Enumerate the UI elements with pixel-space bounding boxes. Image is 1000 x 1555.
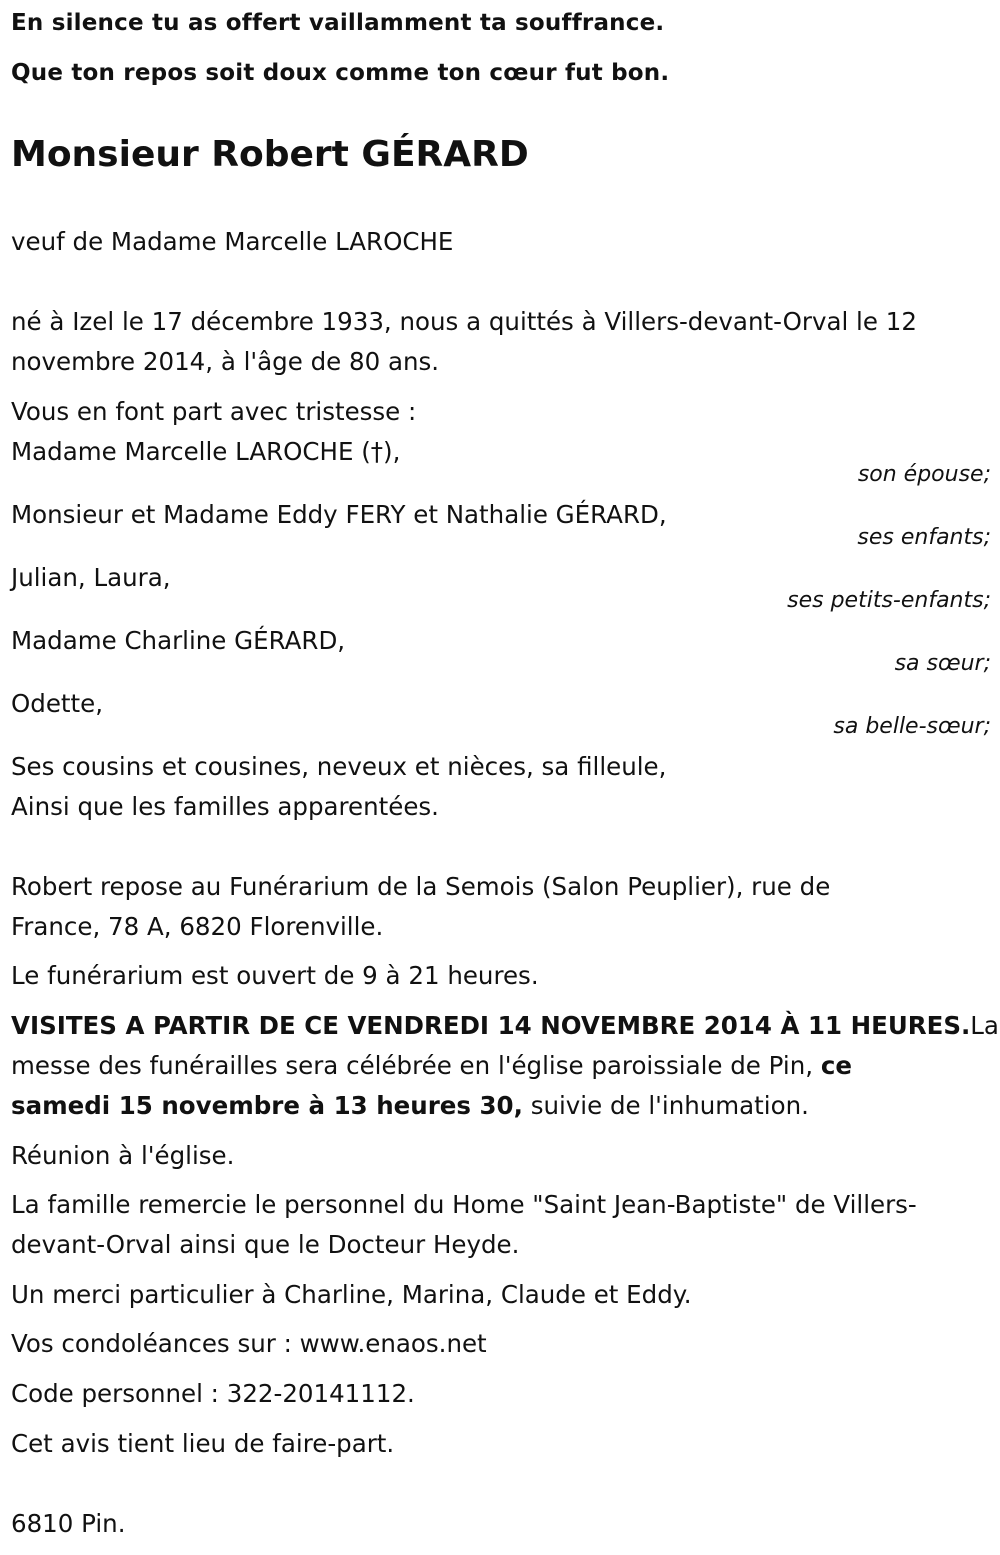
condolences: Vos condoléances sur : www.enaos.net [11,1329,487,1358]
extended-family-line-1: Ses cousins et cousines, neveux et nièces, sa filleule, [11,752,667,781]
visits-line-1-end: La [970,1011,999,1040]
special-thanks: Un merci particulier à Charline, Marina, Claude et Eddy. [11,1280,692,1309]
visits-line-2-text: messe des funérailles sera célébrée en l'église paroissiale de Pin, [11,1051,821,1080]
extended-family-line-2: Ainsi que les familles apparentées. [11,792,439,821]
family-names: Odette, [11,689,103,718]
family-names: Madame Marcelle LAROCHE (†), [11,437,401,466]
visits-line-2 [11,1046,991,1086]
address: 6810 Pin. [11,1509,126,1538]
visits-line-2-bold: ce [820,1051,852,1080]
visits-line-3-bold: samedi 15 novembre à 13 heures 30, [11,1091,523,1120]
family-relation: sa sœur; [894,651,991,676]
visits-line-3 [11,1086,991,1126]
epitaph-line-1: En silence tu as offert vaillamment ta souffrance. [11,10,665,36]
family-names: Monsieur et Madame Eddy FERY et Nathalie GÉRARD, [11,500,667,529]
visits-line-3-text: suivie de l'inhumation. [522,1091,809,1120]
deceased-name: Monsieur Robert GÉRARD [11,134,529,175]
meeting: Réunion à l'église. [11,1141,235,1170]
epitaph-line-2: Que ton repos soit doux comme ton cœur fut bon. [11,60,670,86]
family-relation: ses enfants; [857,525,991,550]
funeral-home-line-2: France, 78 A, 6820 Florenville. [11,912,384,941]
family-names: Julian, Laura, [11,563,171,592]
visits-line-1 [11,1006,999,1046]
funeral-home-line-1: Robert repose au Funérarium de la Semois (Salon Peuplier), rue de [11,872,831,901]
personal-code: Code personnel : 322-20141112. [11,1379,415,1408]
widower-line: veuf de Madame Marcelle LAROCHE [11,227,454,256]
birth-death-line-2: novembre 2014, à l'âge de 80 ans. [11,347,440,376]
thanks-line-1: La famille remercie le personnel du Home "Saint Jean-Baptiste" de Villers- [11,1190,917,1219]
family-names: Madame Charline GÉRARD, [11,626,346,655]
visits-bold-start: VISITES A PARTIR DE CE VENDREDI 14 NOVEMBRE 2014 À 11 HEURES. [11,1011,971,1040]
family-relation: sa belle-sœur; [833,714,991,739]
announce-intro: Vous en font part avec tristesse : [11,397,417,426]
family-relation: ses petits-enfants; [787,588,991,613]
opening-hours: Le funérarium est ouvert de 9 à 21 heures. [11,961,539,990]
notice: Cet avis tient lieu de faire-part. [11,1429,395,1458]
birth-death-line-1: né à Izel le 17 décembre 1933, nous a quittés à Villers-devant-Orval le 12 [11,307,917,336]
thanks-line-2: devant-Orval ainsi que le Docteur Heyde. [11,1230,520,1259]
family-relation: son épouse; [857,462,991,487]
